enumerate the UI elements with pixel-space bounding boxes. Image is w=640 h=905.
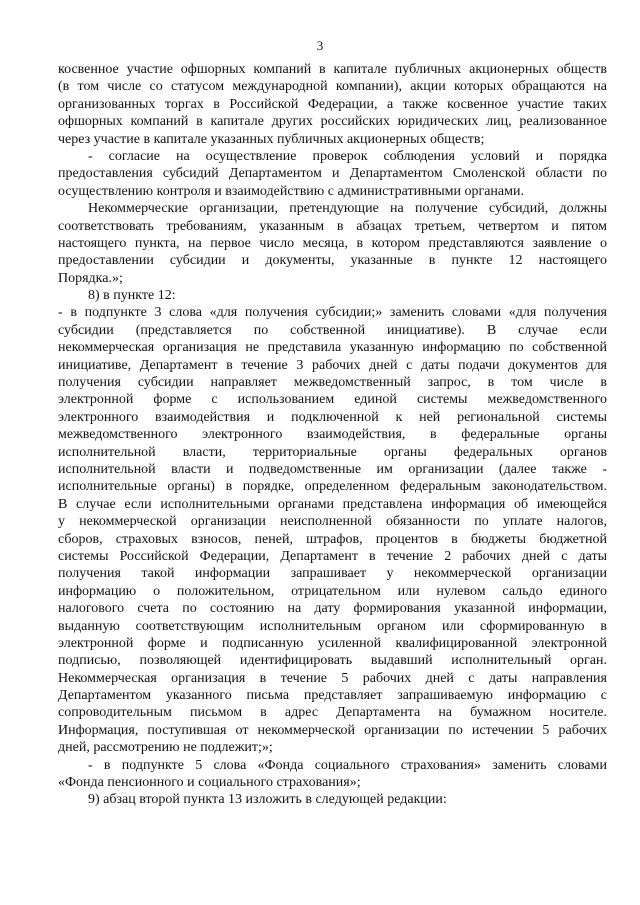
text-line: получения субсидии направляет межведомственный запрос, в том числе в <box>58 375 607 391</box>
text-line: сопроводительным письмом в адрес Департамента на бумажном носителе. <box>58 705 607 721</box>
text-line: получения такой информации запрашивает у некоммерческой организации <box>58 566 607 582</box>
text-line: электронного взаимодействия и подключенной к ней региональной системы <box>58 409 607 425</box>
text-line: Некоммерческая организация в течение 5 рабочих дней с даты направления <box>58 670 607 686</box>
text-line: выданную соответствующим исполнительным органом или сформированную в <box>58 618 607 634</box>
text-line: (в том числе со статусом международной компании), акции которых обращаются на <box>58 79 607 95</box>
text-line: настоящего пункта, на первое число месяца, в котором представляются заявление о <box>58 235 607 251</box>
text-line: Порядка.»; <box>58 270 123 286</box>
text-line: В случае если исполнительными органами представлена информация об имеющейся <box>58 496 607 512</box>
text-line: некоммерческая организация не представила указанную информацию по собственной <box>58 340 607 356</box>
text-line: исполнительные органы) в порядке, определенном федеральным законодательством. <box>58 479 607 495</box>
text-line: сборов, страховых взносов, пеней, штрафов, процентов в бюджеты бюджетной <box>58 531 607 547</box>
text-line: дней, рассмотрению не подлежит;»; <box>58 740 273 756</box>
text-line: «Фонда пенсионного и социального страхования»; <box>58 775 361 791</box>
text-line: предоставлении субсидии и документы, указанные в пункте 12 настоящего <box>58 253 607 269</box>
text-line: электронной форме с использованием единой системы межведомственного <box>58 392 607 408</box>
text-line: подписью, позволяющей идентифицировать выдавший исполнительный орган. <box>58 653 607 669</box>
text-line: через участие в капитале указанных публичных акционерных обществ; <box>58 131 485 147</box>
text-line: Информация, поступившая от некоммерческой организации по истечении 5 рабочих <box>58 722 607 738</box>
text-line: межведомственного электронного взаимодействия, в федеральные органы <box>58 427 607 443</box>
text-line: косвенное участие офшорных компаний в капитале публичных акционерных обществ <box>58 62 607 77</box>
text-line: системы Российской Федерации, Департамент в течение 2 рабочих дней с даты <box>58 548 607 564</box>
text-line: исполнительной власти и подведомственные им организации (далее также - <box>58 461 607 477</box>
text-line: 8) в пункте 12: <box>88 288 176 304</box>
document-body <box>58 61 607 809</box>
text-line: 9) абзац второй пункта 13 изложить в следующей редакции: <box>88 792 447 808</box>
text-line: у некоммерческой организации неисполненной обязанности по уплате налогов, <box>58 514 607 530</box>
text-line: инициативе, Департамент в течение 3 рабочих дней с даты подачи документов для <box>58 357 607 373</box>
text-line: осуществлению контроля и взаимодействию с административными органами. <box>58 183 524 199</box>
text-line: организованных торгах в Российской Федерации, а также косвенное участие таких <box>58 96 607 112</box>
text-line: информацию о положительном, отрицательном или нулевом сальдо единого <box>58 583 607 599</box>
text-line: Департаментом указанного письма представляет запрашиваемую информацию с <box>58 688 607 704</box>
text-line: субсидии (представляется по собственной инициативе). В случае если <box>58 322 607 338</box>
text-line: предоставления субсидий Департаментом и Департаментом Смоленской области по <box>58 166 607 182</box>
page-number: 3 <box>316 38 324 53</box>
text-line: - в подпункте 3 слова «для получения субсидии;» заменить словами «для получения <box>58 305 607 321</box>
text-line: - в подпункте 5 слова «Фонда социального страхования» заменить словами <box>88 757 607 773</box>
text-line: - согласие на осуществление проверок соблюдения условий и порядка <box>88 148 607 164</box>
text-line: соответствовать требованиям, указанным в абзацах третьем, четвертом и пятом <box>58 218 607 234</box>
text-line: Некоммерческие организации, претендующие на получение субсидий, должны <box>88 201 607 217</box>
text-line: налогового счета по состоянию на дату формирования указанной информации, <box>58 601 607 617</box>
text-line: офшорных компаний в капитале других российских юридических лиц, реализованное <box>58 114 607 130</box>
text-line: электронной форме и подписанную усиленной квалифицированной электронной <box>58 635 607 651</box>
text-line: исполнительной власти, территориальные органы федеральных органов <box>58 444 607 460</box>
